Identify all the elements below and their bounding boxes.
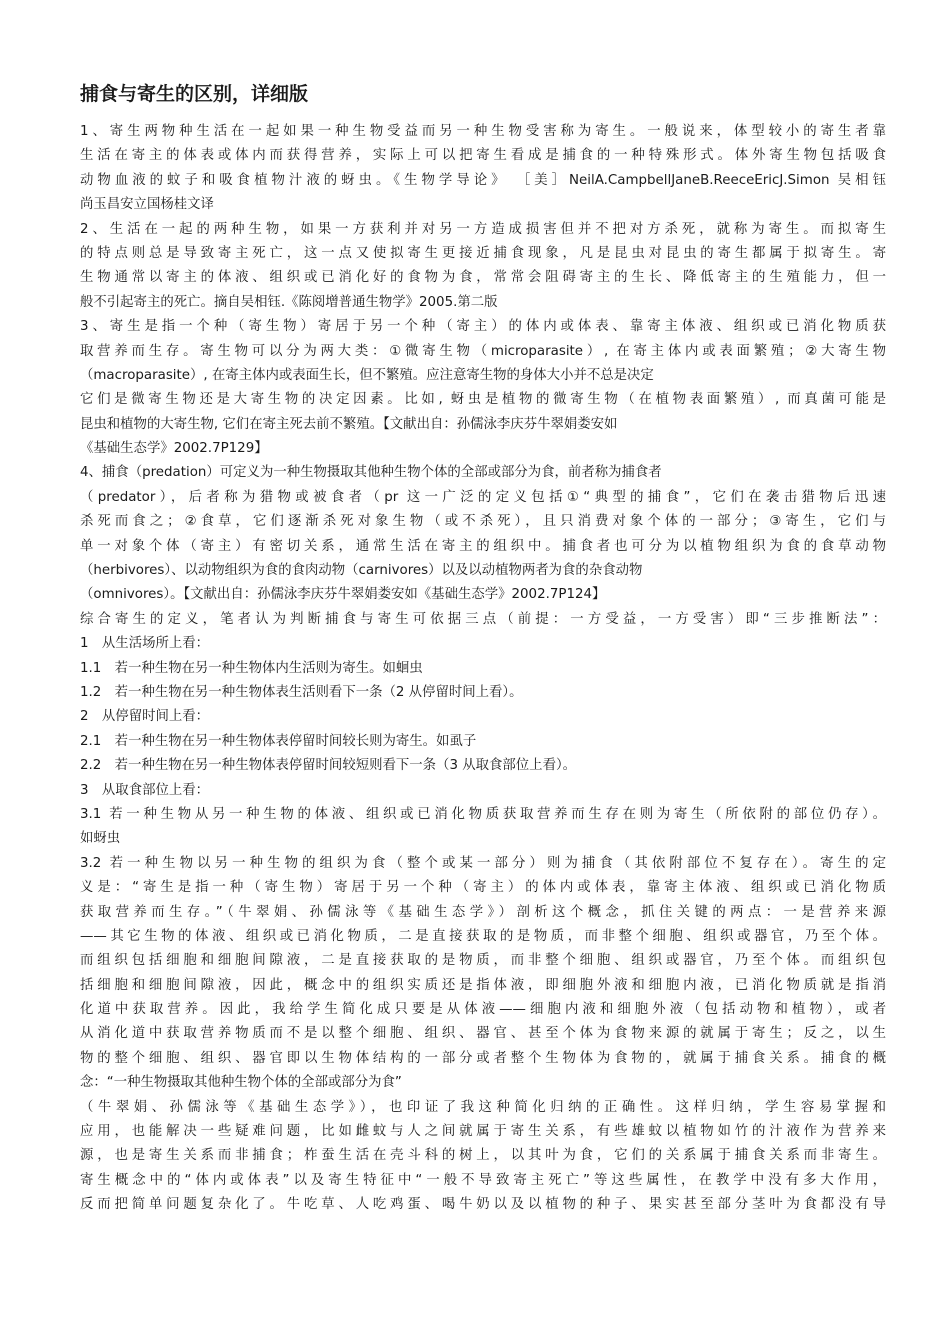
text-line: 1.1 若一种生物在另一种生物体内生活则为寄生。如蛔虫 (80, 660, 423, 676)
text-line: 动物血液的蚊子和吸食植物汁液的蚜虫。《生物学导论》 ［美］NeilA.CampbellJaneB.ReeceEricJ.Simon 吴相钰 (80, 172, 886, 188)
text-line: 2 从停留时间上看： (80, 709, 210, 725)
document-title: 捕食与寄生的区别，详细版 (80, 83, 309, 105)
text-line: 昆虫和植物的大寄生物, 它们在寄主死去前不繁殖。【文献出自：孙儒泳李庆芬牛翠娟娄安如 (80, 416, 618, 432)
text-line: （predator），后者称为猎物或被食者（pr 这一广泛的定义包括①“典型的捕食”，它们在袭击猎物后迅速 (80, 489, 886, 505)
text-line: （牛翠娟、孙儒泳等《基础生态学》），也印证了我这种简化归纳的正确性。这样归纳，学生容易掌握和 (80, 1099, 886, 1115)
text-line: 如蚜虫 (80, 831, 121, 847)
text-line: 生物通常以寄主的体液、组织或已消化好的食物为食，常常会阻碍寄主的生长、降低寄主的生殖能力，但一 (80, 270, 886, 286)
text-line: 应用，也能解决一些疑难问题，比如雌蚊与人之间就属于寄生关系，有些雄蚊以植物如竹的汁液作为营养来 (80, 1124, 886, 1140)
text-line: 从消化道中获取营养物质而不是以整个细胞、组织、器官、甚至个体为食物来源的就属于寄生；反之，以生 (80, 1026, 886, 1042)
text-line: 3、寄生是指一个种（寄生物）寄居于另一个种（寄主）的体内或体表、靠寄主体液、组织或已消化物质获 (80, 319, 886, 335)
text-line: 寄生概念中的“体内或体表”以及寄生特征中“一般不导致寄主死亡”等这些属性，在教学中没有多大作用， (80, 1172, 886, 1188)
text-line: 2.1 若一种生物在另一种生物体表停留时间较长则为寄生。如虱子 (80, 733, 477, 749)
text-line: 杀死而食之；②食草，它们逐渐杀死对象生物（或不杀死），且只消费对象个体的一部分；③寄生，它们与 (80, 514, 886, 530)
text-line: 念：“一种生物摄取其他种生物个体的全部或部分为食” (80, 1075, 402, 1091)
text-line: 2、生活在一起的两种生物，如果一方获利并对另一方造成损害但并不把对方杀死，就称为寄生。而拟寄生 (80, 221, 886, 237)
text-line: （macroparasite）, 在寄主体内或表面生长，但不繁殖。应注意寄生物的身体大小并不总是决定 (80, 367, 654, 383)
text-line: 化道中获取营养。因此，我给学生简化成只要是从体液——细胞内液和细胞外液（包括动物和植物），或者 (80, 1002, 886, 1018)
text-line: 获取营养而生存。”（牛翠娟、孙儒泳等《基础生态学》）剖析这个概念，抓住关键的两点：一是营养来源 (80, 904, 886, 920)
text-line: 3 从取食部位上看： (80, 782, 210, 798)
text-line: 括细胞和细胞间隙液，因此，概念中的组织实质还是指体液，即细胞外液和细胞内液，已消化物质就是指消 (80, 977, 886, 993)
text-line: 1、寄生两物种生活在一起如果一种生物受益而另一种生物受害称为寄生。一般说来，体型较小的寄生者靠 (80, 124, 886, 139)
text-line: 1.2 若一种生物在另一种生物体表生活则看下一条（2 从停留时间上看）。 (80, 684, 523, 700)
text-line: 单一对象个体（寄主）有密切关系，通常生活在寄主的组织中。捕食者也可分为以植物组织为食的食草动物 (80, 538, 886, 554)
text-line: 而组织包括细胞和细胞间隙液，二是直接获取的是物质，而非整个细胞、组织或器官，乃至个体。而组织包 (80, 953, 886, 969)
document-body (80, 120, 886, 1218)
text-line: 《基础生态学》2002.7P129】 (80, 441, 268, 457)
text-line: 综合寄生的定义，笔者认为判断捕食与寄生可依据三点（前提：一方受益，一方受害）即“三步推断法”： (80, 611, 886, 627)
text-line: 源，也是寄生关系而非捕食；柞蚕生活在壳斗科的树上，以其叶为食，它们的关系属于捕食关系而非寄生。 (80, 1148, 886, 1164)
text-line: 物的整个细胞、组织、器官即以生物体结构的一部分或者整个生物体为食物的，就属于捕食关系。捕食的概 (80, 1050, 886, 1066)
text-line: 1 从生活场所上看： (80, 636, 210, 652)
text-line: （herbivores）、以动物组织为食的食肉动物（carnivores）以及以动植物两者为食的杂食动物 (80, 563, 643, 579)
text-line: 义是：“寄生是指一种（寄生物）寄居于另一个种（寄主）的体内或体表，靠寄主体液、组织或已消化物质 (80, 880, 886, 896)
text-line: （omnivores）。【文献出自：孙儒泳李庆芬牛翠娟娄安如《基础生态学》2002.7P124】 (80, 587, 606, 603)
text-line: ——其它生物的体液、组织或已消化物质，二是直接获取的是物质，而非整个细胞、组织或器官，乃至个体。 (80, 928, 886, 944)
text-line: 3.1 若一种生物从另一种生物的体液、组织或已消化物质获取营养而生存在则为寄生（所依附的部位仍存）。 (80, 806, 886, 822)
text-line: 尚玉昌安立国杨桂文译 (80, 197, 214, 213)
text-line: 3.2 若一种生物以另一种生物的组织为食（整个或某一部分）则为捕食（其依附部位不复存在）。寄生的定 (80, 855, 886, 871)
text-line: 4、捕食（predation）可定义为一种生物摄取其他种生物个体的全部或部分为食，前者称为捕食者 (80, 465, 662, 481)
text-line: 取营养而生存。寄生物可以分为两大类：①微寄生物（microparasite）, 在寄主体内或表面繁殖；②大寄生物 (80, 343, 886, 359)
text-line: 反而把简单问题复杂化了。牛吃草、人吃鸡蛋、喝牛奶以及以植物的种子、果实甚至部分茎叶为食都没有导 (80, 1197, 886, 1213)
text-line: 生活在寄主的体表或体内而获得营养，实际上可以把寄生看成是捕食的一种特殊形式。体外寄生物包括吸食 (80, 148, 886, 164)
text-line: 它们是微寄生物还是大寄生物的决定因素。比如, 蚜虫是植物的微寄生物（在植物表面繁殖）, 而真菌可能是 (80, 392, 886, 408)
text-line: 2.2 若一种生物在另一种生物体表停留时间较短则看下一条（3 从取食部位上看）。 (80, 758, 577, 774)
text-line: 的特点则总是导致寄主死亡，这一点又使拟寄生更接近捕食现象，凡是昆虫对昆虫的寄生都属于拟寄生。寄 (80, 245, 886, 261)
text-line: 般不引起寄主的死亡。摘自吴相钰.《陈阅增普通生物学》2005.第二版 (80, 294, 498, 310)
